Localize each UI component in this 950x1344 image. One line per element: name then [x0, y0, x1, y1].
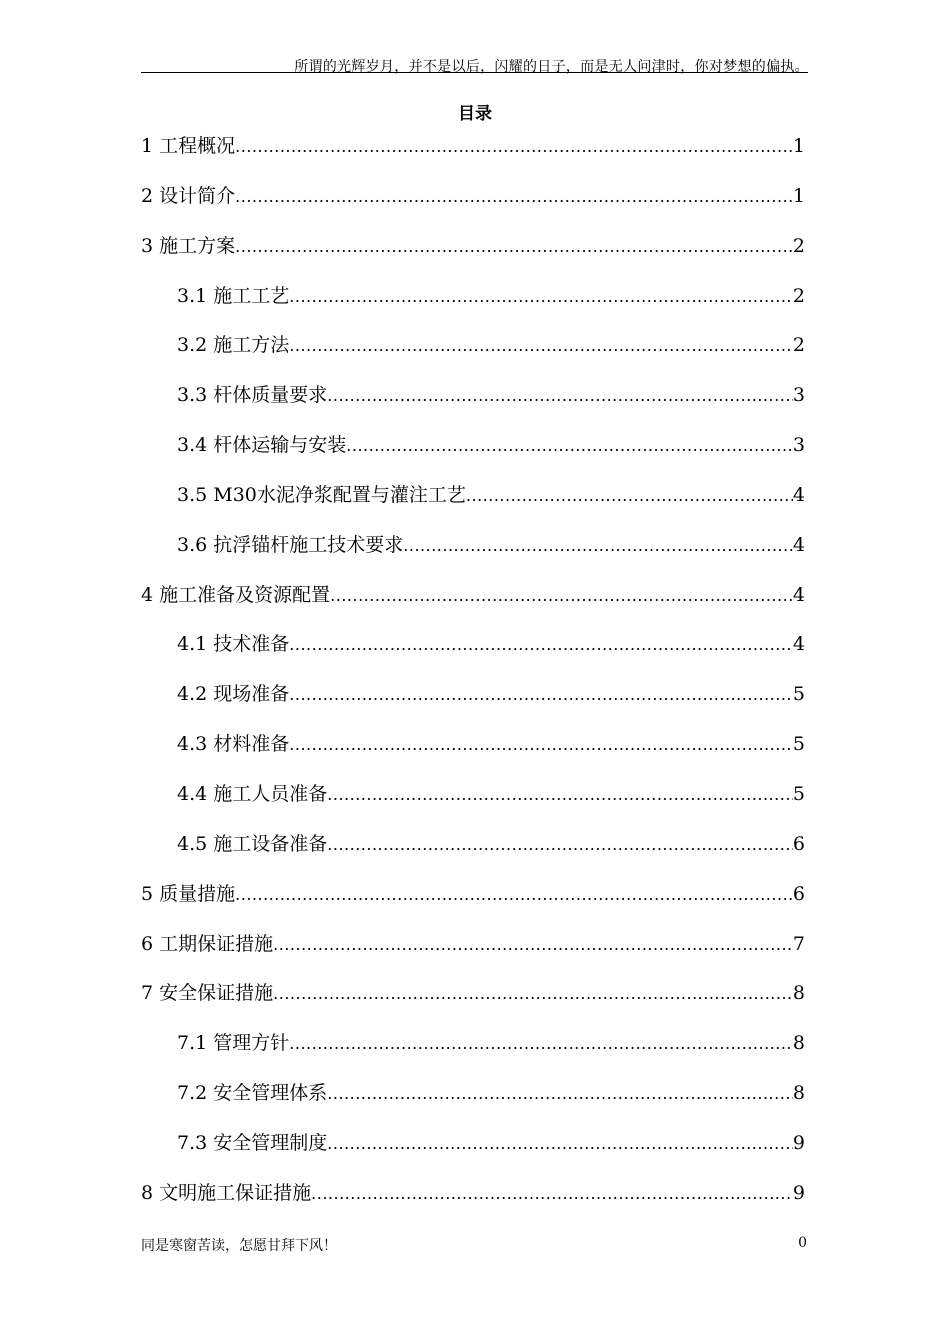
toc-entry-label: 2 设计简介	[141, 184, 236, 207]
toc-entry-label: 4.5 施工设备准备	[177, 832, 328, 855]
toc-leader-dots	[273, 977, 793, 1010]
toc-entry[interactable]	[141, 678, 805, 728]
toc-entry-page: 2	[792, 284, 805, 307]
toc-leader-dots	[327, 1127, 793, 1160]
toc-leader-dots	[235, 180, 793, 213]
toc-leader-dots	[289, 678, 793, 711]
toc-entry[interactable]	[141, 1127, 805, 1177]
toc-entry[interactable]	[141, 579, 805, 629]
toc-entry[interactable]	[141, 230, 805, 280]
toc-entry[interactable]	[141, 977, 805, 1027]
toc-entry-page: 1	[792, 184, 805, 207]
toc-leader-dots	[273, 928, 793, 961]
toc-entry[interactable]	[141, 1177, 805, 1227]
toc-entry-page: 8	[792, 1032, 805, 1055]
toc-leader-dots	[327, 1077, 793, 1110]
toc-entry-label: 4.1 技术准备	[177, 633, 290, 656]
toc-entry[interactable]	[141, 628, 805, 678]
toc-leader-dots	[289, 628, 793, 661]
toc-entry[interactable]	[141, 130, 805, 180]
toc-leader-dots	[403, 529, 793, 562]
toc-entry-label: 4 施工准备及资源配置	[141, 583, 331, 606]
toc-entry[interactable]	[141, 379, 805, 429]
toc-entry[interactable]	[141, 1027, 805, 1077]
toc-entry-label: 4.4 施工人员准备	[177, 782, 328, 805]
toc-entry-label: 1 工程概况	[141, 135, 236, 157]
toc-leader-dots	[289, 280, 793, 313]
toc-leader-dots	[330, 579, 793, 612]
toc-entry-label: 3.2 施工方法	[177, 334, 290, 357]
toc-entry-page: 4	[792, 533, 805, 556]
toc-entry-page: 2	[792, 334, 805, 357]
toc-entry-label: 7.3 安全管理制度	[177, 1131, 328, 1154]
toc-leader-dots	[289, 728, 793, 761]
toc-entry-label: 4.3 材料准备	[177, 733, 290, 756]
toc-entry[interactable]	[141, 429, 805, 479]
toc-entry-page: 4	[792, 633, 805, 656]
toc-entry-page: 2	[792, 234, 805, 257]
toc-entry-page: 8	[792, 1082, 805, 1105]
toc-leader-dots	[327, 778, 793, 811]
toc-entry-page: 1	[792, 135, 805, 157]
toc-entry-label: 3.3 杆体质量要求	[177, 384, 328, 407]
toc-entry-label: 7 安全保证措施	[141, 982, 274, 1005]
toc-leader-dots	[235, 130, 793, 163]
toc-entry[interactable]	[141, 778, 805, 828]
toc-entry-label: 4.2 现场准备	[177, 683, 290, 706]
toc-entry-page: 6	[792, 832, 805, 855]
toc-entry-page: 3	[792, 434, 805, 457]
toc-entry-label: 3 施工方案	[141, 234, 236, 257]
toc-entry-label: 3.5 M30水泥净浆配置与灌注工艺	[177, 483, 466, 506]
toc-leader-dots	[289, 329, 793, 362]
toc-entry-page: 9	[792, 1181, 805, 1204]
toc-leader-dots	[466, 479, 793, 512]
toc-entry-page: 4	[792, 483, 805, 506]
table-of-contents	[141, 130, 805, 1227]
toc-entry[interactable]	[141, 728, 805, 778]
toc-leader-dots	[235, 878, 793, 911]
toc-leader-dots	[235, 230, 793, 263]
toc-entry-page: 5	[792, 782, 805, 805]
toc-entry-page: 5	[792, 733, 805, 756]
toc-leader-dots	[289, 1027, 793, 1060]
toc-leader-dots	[327, 379, 793, 412]
toc-entry-label: 8 文明施工保证措施	[141, 1181, 312, 1204]
toc-entry[interactable]	[141, 280, 805, 330]
header-quote: 所谓的光辉岁月，并不是以后，闪耀的日子，而是无人问津时，你对梦想的偏执。	[294, 59, 809, 75]
toc-entry[interactable]	[141, 479, 805, 529]
toc-entry-label: 7.1 管理方针	[177, 1032, 290, 1055]
header-divider	[141, 72, 808, 73]
toc-entry-label: 3.1 施工工艺	[177, 284, 290, 307]
toc-entry-page: 3	[792, 384, 805, 407]
toc-leader-dots	[311, 1177, 793, 1210]
toc-entry-page: 9	[792, 1131, 805, 1154]
toc-entry[interactable]	[141, 828, 805, 878]
toc-entry-page: 7	[792, 932, 805, 955]
toc-entry[interactable]	[141, 329, 805, 379]
toc-leader-dots	[327, 828, 793, 861]
toc-entry[interactable]	[141, 180, 805, 230]
toc-entry-page: 4	[792, 583, 805, 606]
toc-entry[interactable]	[141, 1077, 805, 1127]
toc-title: 目录	[458, 104, 492, 124]
toc-entry[interactable]	[141, 878, 805, 928]
toc-entry-label: 7.2 安全管理体系	[177, 1082, 328, 1105]
footer-quote: 同是寒窗苦读，怎愿甘拜下风！	[141, 1238, 337, 1254]
toc-entry-page: 6	[792, 882, 805, 905]
toc-leader-dots	[346, 429, 793, 462]
toc-entry[interactable]	[141, 928, 805, 978]
toc-entry-label: 3.4 杆体运输与安装	[177, 434, 347, 457]
toc-entry[interactable]	[141, 529, 805, 579]
toc-entry-page: 5	[792, 683, 805, 706]
toc-entry-page: 8	[792, 982, 805, 1005]
toc-entry-label: 5 质量措施	[141, 882, 236, 905]
footer-page-number: 0	[798, 1235, 807, 1251]
toc-entry-label: 3.6 抗浮锚杆施工技术要求	[177, 533, 404, 556]
toc-entry-label: 6 工期保证措施	[141, 932, 274, 955]
